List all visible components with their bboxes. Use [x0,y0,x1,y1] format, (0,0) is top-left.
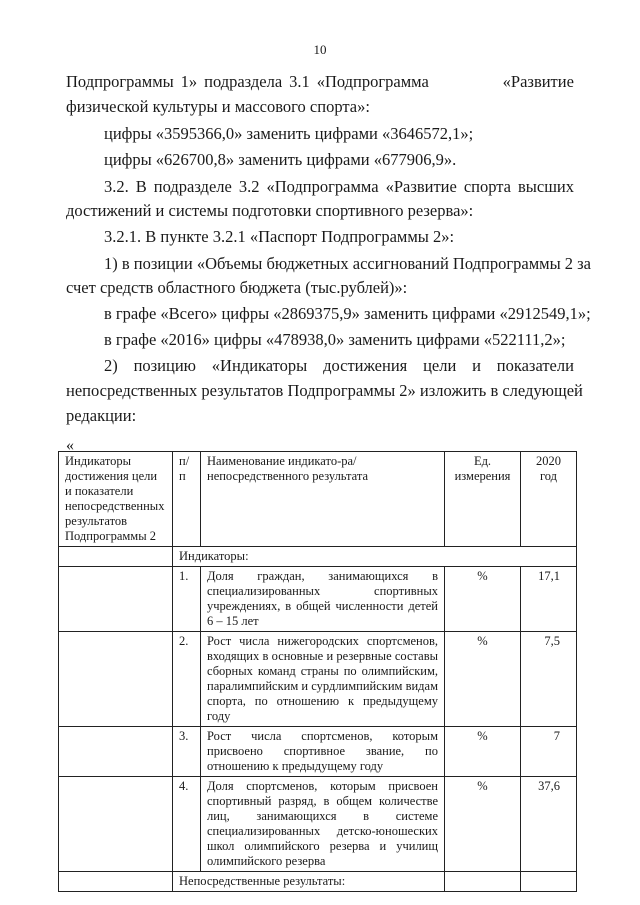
row-number: 3. [173,727,201,777]
row-name: Рост числа нижегородских спортсменов, входящих в основные и резервные составы сборных команд страны по олимпийским, паралимпийским и сурдлимпийским видам спорта, по отношению к предыдущему году [201,632,445,727]
row-number: 1. [173,567,201,632]
row-value: 17,1 [521,567,577,632]
paragraph-line-6: достижений и системы подготовки спортивного резерва»: [66,201,474,220]
paragraph-line-8: 1) в позиции «Объемы бюджетных ассигнований Подпрограммы 2 за [104,254,591,273]
header-cell-indicators: Индикаторы достижения цели и показатели непосредственных результатов Подпрограммы 2 [59,452,173,547]
row-name: Рост числа спортсменов, которым присвоено спортивное звание, по отношению к предыдущему году [201,727,445,777]
text-fragment: цели [423,356,457,375]
indicators-table [58,451,577,892]
text-fragment: позицию [133,356,196,375]
row-value: 7 [521,727,577,777]
table-row [59,777,577,872]
text-fragment: Подпрограммы [66,72,174,91]
header-cell-name: Наименование индикато-ра/непосредственного результата [201,452,445,547]
row-unit: % [445,777,521,872]
table-row [59,632,577,727]
table-header-row [59,452,577,547]
text-fragment: 1» [180,72,198,91]
row-unit: % [445,727,521,777]
row-unit: % [445,567,521,632]
section-row-results [59,872,577,892]
page-number: 10 [313,42,327,57]
row-name: Доля спортсменов, которым присвоен спортивный разряд, в общем количестве лиц, занимающихся в системе специализированных детско-юношеских школ олимпийского резерва и училищ олимпийского резерва [201,777,445,872]
paragraph-line-11: в графе «2016» цифры «478938,0» заменить цифрами «522111,2»; [104,330,566,349]
paragraph-line-12 [104,356,574,376]
paragraph-line-5: 3.2. В подразделе 3.2 «Подпрограмма «Развитие спорта высших [104,177,574,196]
paragraph-line-4: цифры «626700,8» заменить цифрами «677906,9». [104,150,457,169]
row-number: 4. [173,777,201,872]
header-cell-unit: Ед. измерения [445,452,521,547]
header-cell-year: 2020 год [521,452,577,547]
row-name: Доля граждан, занимающихся в специализированных спортивных учреждениях, в общей численности детей 6 – 15 лет [201,567,445,632]
section-label: Непосредственные результаты: [173,872,445,892]
paragraph-line-10: в графе «Всего» цифры «2869375,9» заменить цифрами «2912549,1»; [104,304,591,323]
text-fragment: 2) [104,356,118,375]
paragraph-line-1 [66,72,574,92]
row-unit: % [445,632,521,727]
row-value: 7,5 [521,632,577,727]
table-row [59,727,577,777]
row-number: 2. [173,632,201,727]
section-label: Индикаторы: [173,547,577,567]
row-value: 37,6 [521,777,577,872]
section-row-indicators [59,547,577,567]
paragraph-line-2: физической культуры и массового спорта»: [66,97,370,116]
paragraph-line-13: непосредственных результатов Подпрограммы 2» изложить в следующей [66,381,583,400]
text-fragment: «Подпрограмма [316,72,429,91]
opening-quote: « [66,437,74,454]
text-fragment: достижения [323,356,408,375]
header-cell-number: п/п [173,452,201,547]
paragraph-line-14: редакции: [66,406,137,425]
text-fragment: «Развитие [502,72,574,91]
text-fragment: и [472,356,481,375]
paragraph-line-7: 3.2.1. В пункте 3.2.1 «Паспорт Подпрограммы 2»: [104,227,455,246]
text-fragment: подраздела [204,72,283,91]
text-fragment: 3.1 [289,72,310,91]
text-fragment: показатели [496,356,574,375]
paragraph-line-3: цифры «3595366,0» заменить цифрами «3646572,1»; [104,124,474,143]
paragraph-line-9: счет средств областного бюджета (тыс.рублей)»: [66,278,408,297]
text-fragment: «Индикаторы [211,356,308,375]
table-row [59,567,577,632]
